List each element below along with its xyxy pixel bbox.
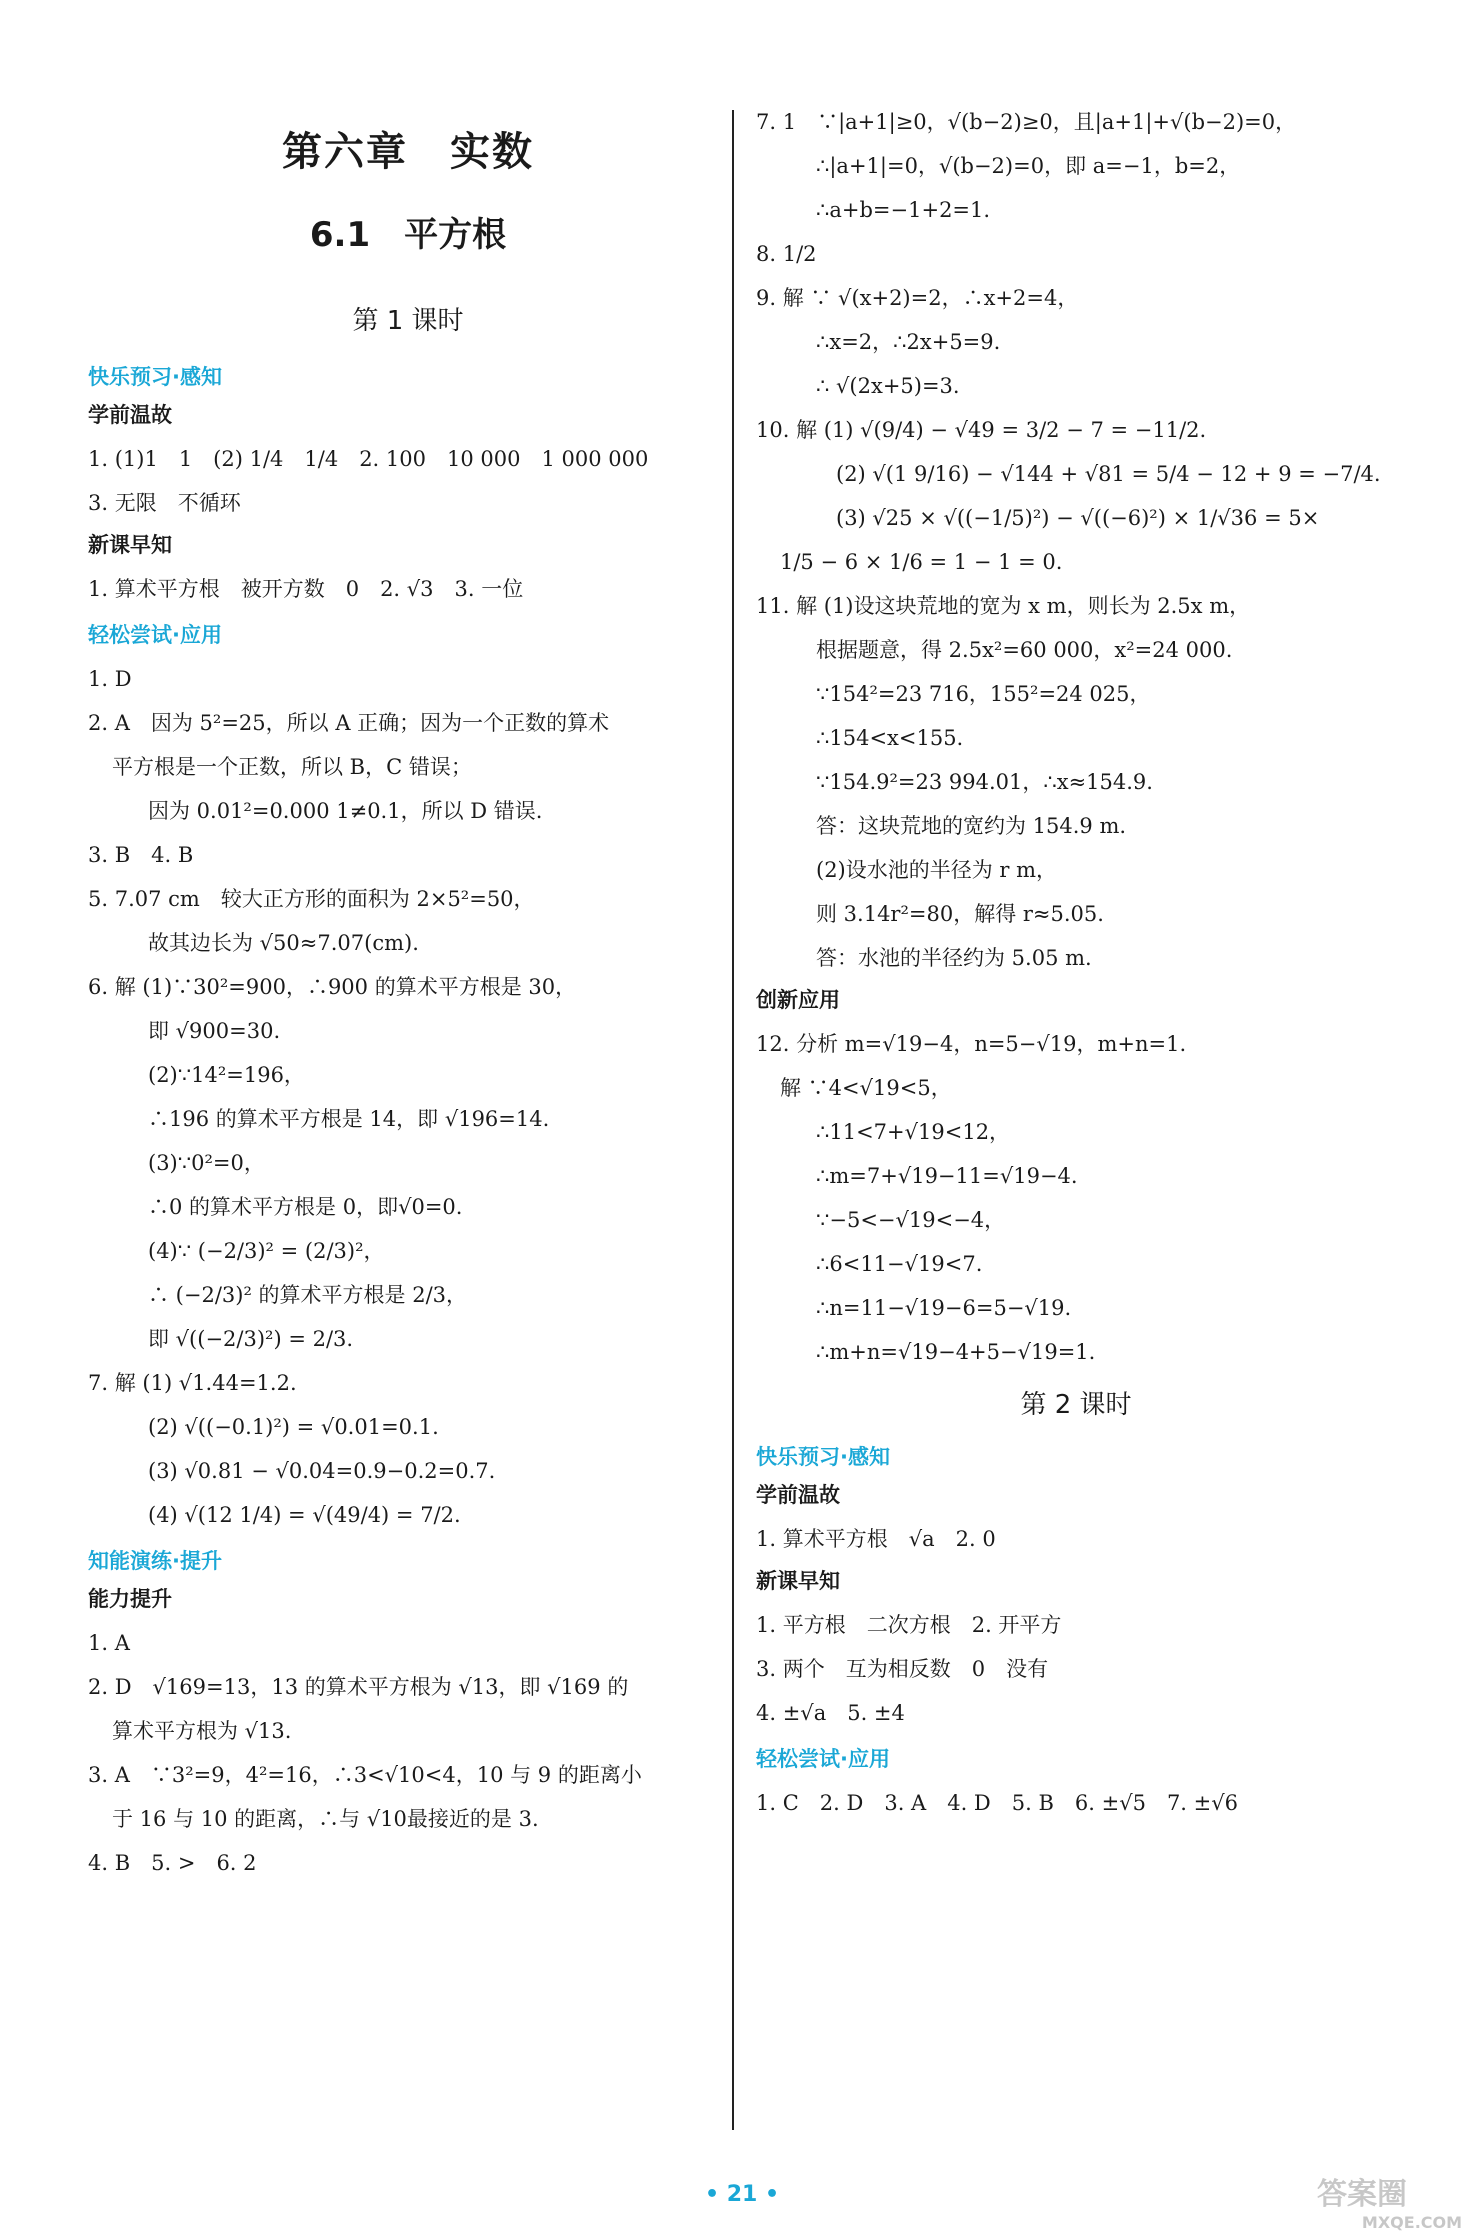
watermark-text: 答案圈 [1317, 2177, 1407, 2212]
answer-line: 2. A 因为 5²=25，所以 A 正确；因为一个正数的算术 [88, 711, 610, 735]
answer-line: ∴m=7+√19−11=√19−4. [816, 1164, 1078, 1188]
answer-line: ∴11<7+√19<12， [816, 1120, 1011, 1144]
answer-line: 11. 解 (1)设这块荒地的宽为 x m，则长为 2.5x m， [756, 594, 1251, 618]
left-body [88, 361, 728, 1885]
subsection-heading: 新课早知 [88, 533, 172, 557]
answer-line: 3. 两个 互为相反数 0 没有 [756, 1657, 1049, 1681]
answer-line: ∵154²=23 716，155²=24 025， [816, 682, 1151, 706]
answer-line: 12. 分析 m=√19−4，n=5−√19，m+n=1. [756, 1032, 1187, 1056]
chapter-title: 第六章 实数 [282, 129, 534, 175]
answer-line: ∴6<11−√19<7. [816, 1252, 983, 1276]
answer-line: 8. 1/2 [756, 242, 817, 266]
answer-line: 7. 解 (1) √1.44=1.2. [88, 1371, 297, 1395]
answer-line: 即 √((−2/3)²) = 2/3. [148, 1327, 354, 1351]
page-number: • 21 • [704, 2182, 780, 2207]
answer-line: 答：这块荒地的宽约为 154.9 m. [816, 814, 1127, 838]
watermark-url: MXQE.COM [1361, 2213, 1462, 2232]
answer-line: 平方根是一个正数，所以 B，C 错误； [112, 755, 472, 779]
subsection-heading: 创新应用 [756, 988, 840, 1012]
answer-line: ∴m+n=√19−4+5−√19=1. [816, 1340, 1096, 1364]
answer-line: ∴a+b=−1+2=1. [816, 198, 991, 222]
answer-line: 根据题意，得 2.5x²=60 000，x²=24 000. [816, 638, 1233, 662]
answer-line: 6. 解 (1)∵30²=900，∴900 的算术平方根是 30， [88, 975, 577, 999]
answer-line: ∴154<x<155. [816, 726, 964, 750]
answer-line: 4. B 5. > 6. 2 [88, 1851, 257, 1875]
answer-line: 算术平方根为 √13. [112, 1719, 292, 1743]
answer-line: 4. ±√a 5. ±4 [756, 1701, 905, 1725]
left-column [88, 100, 728, 1885]
answer-line: (2) √((−0.1)²) = √0.01=0.1. [148, 1415, 439, 1439]
answer-line: 3. B 4. B [88, 843, 194, 867]
answer-line: ∵−5<−√19<−4， [816, 1208, 1006, 1232]
answer-line: 1. A [88, 1631, 130, 1655]
answer-line: 2. D √169=13，13 的算术平方根为 √13，即 √169 的 [88, 1675, 629, 1699]
answer-line: 5. 7.07 cm 较大正方形的面积为 2×5²=50， [88, 887, 535, 911]
answer-line: 则 3.14r²=80，解得 r≈5.05. [816, 902, 1104, 926]
answer-line: 1. C 2. D 3. A 4. D 5. B 6. ±√5 7. ±√6 [756, 1791, 1238, 1815]
section-heading: 轻松尝试·应用 [88, 623, 222, 647]
answer-line: (2)∵14²=196， [148, 1063, 305, 1087]
right-column [756, 100, 1396, 1825]
answer-line: 3. 无限 不循环 [88, 491, 241, 515]
answer-line: 9. 解 ∵ √(x+2)=2，∴x+2=4， [756, 286, 1079, 310]
section-title: 6.1 平方根 [309, 215, 507, 255]
answer-line: 1. 算术平方根 √a 2. 0 [756, 1527, 996, 1551]
answer-line: 1. (1)1 1 (2) 1/4 1/4 2. 100 10 000 1 000 000 [88, 447, 649, 471]
answer-line: 因为 0.01²=0.000 1≠0.1，所以 D 错误. [148, 799, 543, 823]
section-heading: 快乐预习·感知 [88, 365, 222, 389]
right-body [756, 100, 1396, 1825]
answer-line: (2) √(1 9/16) − √144 + √81 = 5/4 − 12 + 9 = −7/4. [836, 462, 1381, 486]
lesson-title: 第 2 课时 [1020, 1390, 1132, 1420]
answer-line: (4)∵ (−2/3)² = (2/3)²， [148, 1239, 385, 1263]
answer-line: 1. 算术平方根 被开方数 0 2. √3 3. 一位 [88, 577, 524, 601]
subsection-heading: 新课早知 [756, 1569, 840, 1593]
answer-line: ∴ (−2/3)² 的算术平方根是 2/3， [148, 1283, 468, 1307]
answer-line: (3)∵0²=0， [148, 1151, 265, 1175]
answer-line: (2)设水池的半径为 r m， [816, 858, 1058, 882]
answer-line: 1/5 − 6 × 1/6 = 1 − 1 = 0. [780, 550, 1063, 574]
answer-line: 于 16 与 10 的距离，∴与 √10最接近的是 3. [112, 1807, 539, 1831]
answer-line: 3. A ∵3²=9，4²=16，∴3<√10<4，10 与 9 的距离小 [88, 1763, 642, 1787]
section-heading: 知能演练·提升 [88, 1549, 222, 1573]
answer-line: (3) √0.81 − √0.04=0.9−0.2=0.7. [148, 1459, 496, 1483]
section-heading: 快乐预习·感知 [756, 1445, 890, 1469]
watermark-logo [1262, 2170, 1462, 2234]
answer-line: ∴x=2，∴2x+5=9. [816, 330, 1001, 354]
answer-line: ∵154.9²=23 994.01，∴x≈154.9. [816, 770, 1153, 794]
answer-line: 故其边长为 √50≈7.07(cm). [148, 931, 419, 955]
answer-line: ∴|a+1|=0，√(b−2)=0，即 a=−1，b=2， [816, 154, 1241, 178]
answer-line: (3) √25 × √((−1/5)²) − √((−6)²) × 1/√36 = 5× [836, 506, 1320, 530]
section-heading: 轻松尝试·应用 [756, 1747, 890, 1771]
answer-line: 1. D [88, 667, 132, 691]
answer-line: (4) √(12 1/4) = √(49/4) = 7/2. [148, 1503, 461, 1527]
answer-line: 1. 平方根 二次方根 2. 开平方 [756, 1613, 1062, 1637]
subsection-heading: 学前温故 [88, 403, 172, 427]
answer-line: 答：水池的半径约为 5.05 m. [816, 946, 1092, 970]
lesson-title: 第 1 课时 [352, 306, 464, 336]
answer-line: ∴0 的算术平方根是 0，即√0=0. [148, 1195, 463, 1219]
answer-line: 解 ∵4<√19<5， [780, 1076, 952, 1100]
answer-line: ∴196 的算术平方根是 14，即 √196=14. [148, 1107, 550, 1131]
subsection-heading: 能力提升 [88, 1587, 172, 1611]
answer-line: ∴ √(2x+5)=3. [816, 374, 960, 398]
answer-line: ∴n=11−√19−6=5−√19. [816, 1296, 1072, 1320]
answer-line: 10. 解 (1) √(9/4) − √49 = 3/2 − 7 = −11/2. [756, 418, 1207, 442]
answer-line: 7. 1 ∵|a+1|≥0，√(b−2)≥0，且|a+1|+√(b−2)=0， [756, 110, 1297, 134]
answer-line: 即 √900=30. [148, 1019, 281, 1043]
column-divider [732, 110, 734, 2130]
subsection-heading: 学前温故 [756, 1483, 840, 1507]
